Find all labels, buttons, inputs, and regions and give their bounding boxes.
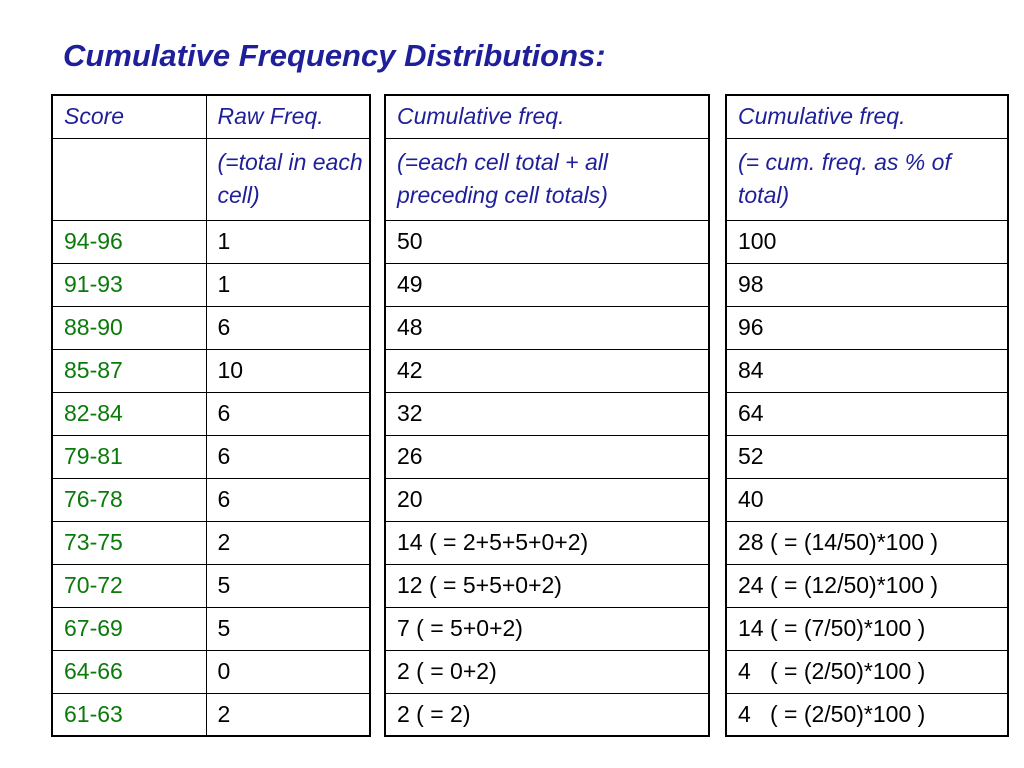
subheader-row	[385, 138, 709, 220]
table-row	[726, 349, 1008, 392]
table-row	[726, 392, 1008, 435]
cumulative-freq-header: Cumulative freq.	[385, 95, 709, 138]
cumulative-percent-cell: 98	[726, 263, 1008, 306]
cumulative-freq-cell: 20	[385, 478, 709, 521]
score-cell: 64-66	[52, 650, 206, 693]
score-cell: 67-69	[52, 607, 206, 650]
table-row	[52, 435, 370, 478]
cumulative-freq-cell: 14 ( = 2+5+5+0+2)	[385, 521, 709, 564]
table-row	[385, 263, 709, 306]
raw-freq-cell: 2	[206, 521, 370, 564]
table-row	[52, 478, 370, 521]
cumulative-freq-cell: 2 ( = 0+2)	[385, 650, 709, 693]
cumulative-freq-cell: 7 ( = 5+0+2)	[385, 607, 709, 650]
table-row	[52, 521, 370, 564]
table-row	[726, 435, 1008, 478]
cumulative-freq-cell: 50	[385, 220, 709, 263]
subheader-row	[52, 138, 370, 220]
table-row	[52, 564, 370, 607]
cumulative-percent-cell: 84	[726, 349, 1008, 392]
cumulative-freq-cell: 12 ( = 5+5+0+2)	[385, 564, 709, 607]
score-subheader	[52, 138, 206, 220]
score-cell: 91-93	[52, 263, 206, 306]
subheader-row	[726, 138, 1008, 220]
cumulative-freq-cell: 32	[385, 392, 709, 435]
cumulative-percent-cell: 28 ( = (14/50)*100 )	[726, 521, 1008, 564]
cumulative-percent-cell: 24 ( = (12/50)*100 )	[726, 564, 1008, 607]
cumulative-percent-cell: 4 ( = (2/50)*100 )	[726, 650, 1008, 693]
cumulative-percent-subheader: (= cum. freq. as % of total)	[726, 138, 1008, 220]
table-row	[726, 650, 1008, 693]
table-row	[52, 349, 370, 392]
score-cell: 70-72	[52, 564, 206, 607]
table-row	[385, 564, 709, 607]
cumulative-percent-cell: 40	[726, 478, 1008, 521]
score-cell: 73-75	[52, 521, 206, 564]
score-raw-frequency-table	[51, 94, 371, 737]
score-cell: 88-90	[52, 306, 206, 349]
table-row	[52, 650, 370, 693]
table-row	[52, 693, 370, 736]
raw-freq-header: Raw Freq.	[206, 95, 370, 138]
cumulative-percent-cell: 14 ( = (7/50)*100 )	[726, 607, 1008, 650]
table-row	[385, 521, 709, 564]
page-title: Cumulative Frequency Distributions:	[63, 38, 606, 73]
cumulative-percent-cell: 96	[726, 306, 1008, 349]
table-row	[726, 607, 1008, 650]
raw-freq-cell: 0	[206, 650, 370, 693]
header-row	[52, 95, 370, 138]
table-row	[385, 306, 709, 349]
score-cell: 61-63	[52, 693, 206, 736]
raw-freq-cell: 1	[206, 263, 370, 306]
score-cell: 85-87	[52, 349, 206, 392]
table-row	[385, 650, 709, 693]
header-row	[726, 95, 1008, 138]
table-row	[726, 263, 1008, 306]
table-row	[385, 478, 709, 521]
table-row	[52, 392, 370, 435]
table-row	[726, 478, 1008, 521]
cumulative-percent-table	[725, 94, 1009, 737]
cumulative-percent-cell: 4 ( = (2/50)*100 )	[726, 693, 1008, 736]
raw-freq-cell: 1	[206, 220, 370, 263]
table-row	[385, 693, 709, 736]
raw-freq-cell: 2	[206, 693, 370, 736]
table-row	[385, 349, 709, 392]
table-row	[726, 521, 1008, 564]
raw-freq-cell: 6	[206, 392, 370, 435]
cumulative-freq-cell: 26	[385, 435, 709, 478]
table-row	[52, 263, 370, 306]
score-cell: 76-78	[52, 478, 206, 521]
raw-freq-subheader: (=total in each cell)	[206, 138, 370, 220]
table-row	[52, 306, 370, 349]
table-row	[385, 220, 709, 263]
header-row	[385, 95, 709, 138]
raw-freq-cell: 6	[206, 306, 370, 349]
table-row	[52, 607, 370, 650]
cumulative-percent-cell: 52	[726, 435, 1008, 478]
raw-freq-cell: 5	[206, 607, 370, 650]
score-header: Score	[52, 95, 206, 138]
raw-freq-cell: 5	[206, 564, 370, 607]
score-cell: 79-81	[52, 435, 206, 478]
raw-freq-cell: 6	[206, 478, 370, 521]
cumulative-freq-subheader: (=each cell total + all preceding cell totals)	[385, 138, 709, 220]
table-row	[726, 693, 1008, 736]
cumulative-freq-cell: 49	[385, 263, 709, 306]
table-row	[726, 220, 1008, 263]
raw-freq-cell: 6	[206, 435, 370, 478]
score-cell: 94-96	[52, 220, 206, 263]
cumulative-freq-cell: 2 ( = 2)	[385, 693, 709, 736]
cumulative-percent-cell: 100	[726, 220, 1008, 263]
table-row	[385, 607, 709, 650]
table-row	[385, 435, 709, 478]
cumulative-frequency-table	[384, 94, 710, 737]
table-row	[385, 392, 709, 435]
cumulative-percent-header: Cumulative freq.	[726, 95, 1008, 138]
table-row	[726, 564, 1008, 607]
score-cell: 82-84	[52, 392, 206, 435]
cumulative-freq-cell: 48	[385, 306, 709, 349]
table-row	[726, 306, 1008, 349]
table-row	[52, 220, 370, 263]
cumulative-percent-cell: 64	[726, 392, 1008, 435]
cumulative-freq-cell: 42	[385, 349, 709, 392]
raw-freq-cell: 10	[206, 349, 370, 392]
